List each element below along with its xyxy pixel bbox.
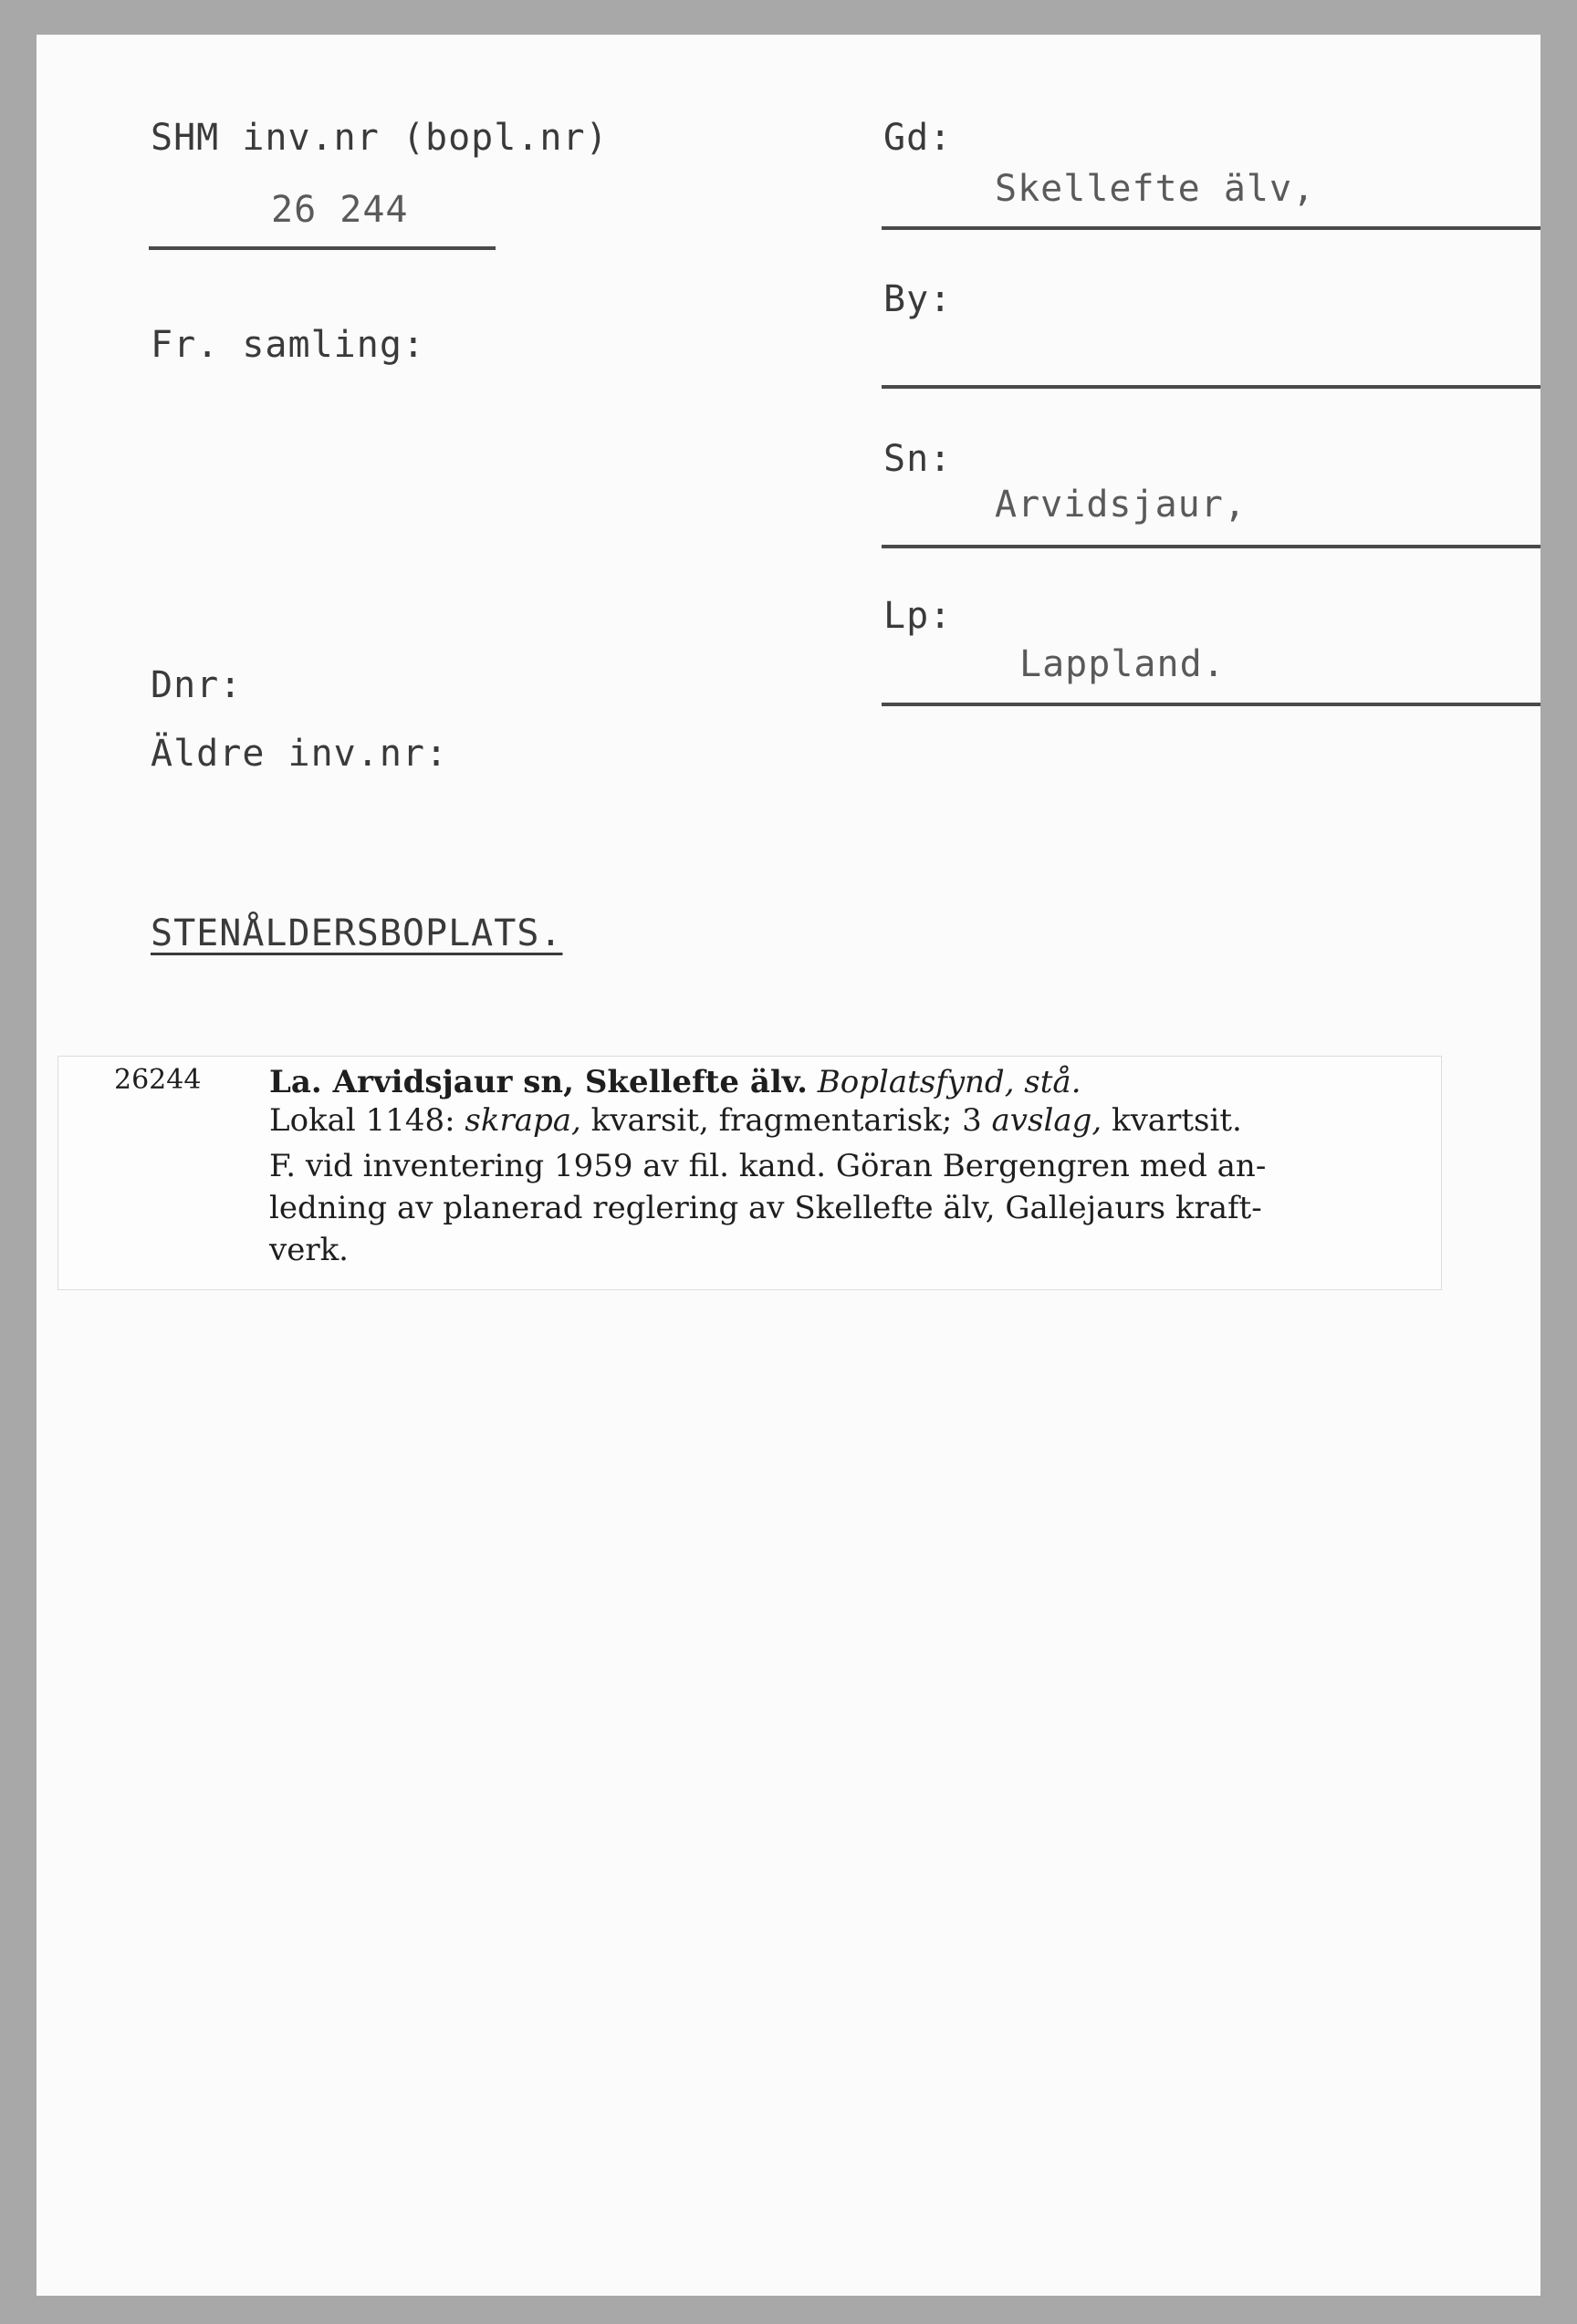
lp-label: Lp: xyxy=(883,595,953,637)
clipping-subtitle: Boplatsfynd, stå. xyxy=(817,1064,1081,1100)
clipping-number: 26244 xyxy=(114,1064,202,1096)
clipping-desc-1: kvarsit, fragmentarisk; 3 xyxy=(590,1102,982,1139)
clipping-line-4: ledning av planerad reglering av Skellefte älv, Gallejaurs kraft- xyxy=(269,1190,1262,1226)
by-rule xyxy=(882,385,1540,389)
clipping-title: La. Arvidsjaur sn, Skellefte älv. xyxy=(269,1064,808,1100)
category-heading: STENÅLDERSBOPLATS. xyxy=(151,912,563,954)
lp-rule xyxy=(882,703,1540,706)
clipping-find-1: skrapa, xyxy=(465,1102,581,1139)
gd-label: Gd: xyxy=(883,117,953,159)
by-label: By: xyxy=(883,278,953,320)
clipping-line-3: F. vid inventering 1959 av fil. kand. Göran Bergengren med an- xyxy=(269,1148,1267,1184)
inv-nr-label: SHM inv.nr (bopl.nr) xyxy=(151,117,609,159)
dnr-label: Dnr: xyxy=(151,664,243,706)
inv-nr-rule xyxy=(149,246,496,250)
gd-value: Skellefte älv, xyxy=(995,168,1316,210)
clipping-find-2: avslag, xyxy=(991,1102,1102,1139)
clipping-line-2 xyxy=(269,1102,1242,1139)
clipping-desc-2: kvartsit. xyxy=(1112,1102,1242,1139)
sn-label: Sn: xyxy=(883,438,953,480)
fr-samling-label: Fr. samling: xyxy=(151,324,425,366)
clipping-line-1 xyxy=(269,1064,1081,1100)
gd-rule xyxy=(882,226,1540,230)
inv-nr-value: 26 244 xyxy=(271,189,409,231)
clipping-locality: Lokal 1148: xyxy=(269,1102,455,1139)
clipping-line-5: verk. xyxy=(269,1232,349,1268)
aldre-inv-nr-label: Äldre inv.nr: xyxy=(151,733,449,775)
lp-value: Lappland. xyxy=(1019,643,1226,685)
sn-rule xyxy=(882,545,1540,548)
sn-value: Arvidsjaur, xyxy=(995,484,1247,526)
